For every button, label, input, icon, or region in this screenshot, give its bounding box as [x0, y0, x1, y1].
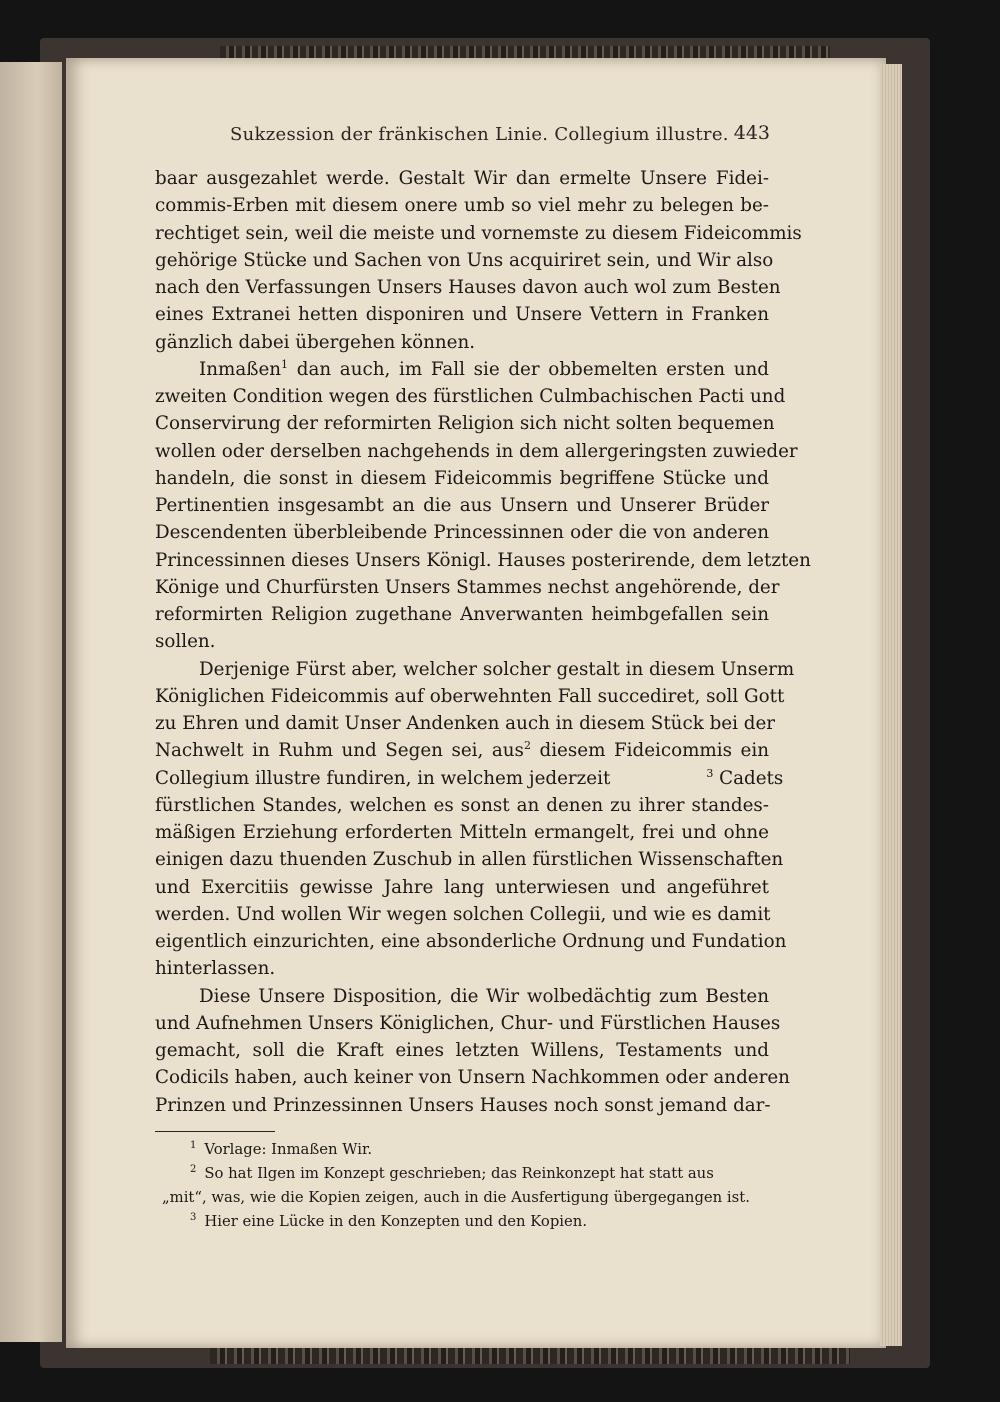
text-line: reformirten Religion zugethane Anverwanten heimbgefallen sein [155, 604, 769, 625]
text-line: sollen. [155, 631, 216, 653]
text-line: und Exercitiis gewisse Jahre lang unterwiesen und angeführet [155, 876, 769, 898]
line-start: Nachwelt in Ruhm und Segen sei, aus [155, 740, 524, 762]
text-line: eines Extranei hetten disponiren und Unsere Vettern in Franken [155, 304, 769, 326]
text-line: Pertinentien insgesambt an die aus Unsern und Unserer Brüder [155, 495, 769, 516]
text-line: eigentlich einzurichten, eine absonderliche Ordnung und Fundation [155, 931, 787, 952]
footnote-1 [190, 1138, 770, 1162]
text-line: einigen dazu thuenden Zuschub in allen fürstlichen Wissenschaften [155, 849, 784, 871]
page-block-edge [880, 64, 902, 1346]
text-line: Derjenige Fürst aber, welcher solcher gestalt in diesem Unserm [199, 658, 795, 680]
footnote-2 [190, 1162, 770, 1186]
running-head [230, 120, 770, 150]
footnote-ref-1: 1 [281, 357, 289, 371]
text-line: Descendenten überbleibende Princessinnen oder die von anderen [155, 522, 769, 544]
text-line: werden. Und wollen Wir wegen solchen Collegii, und wie es damit [155, 903, 771, 925]
footnote-mark: 2 [190, 1164, 197, 1175]
text-line: und Aufnehmen Unsers Königlichen, Chur- und Fürstlichen Hauses [155, 1012, 781, 1034]
footnote-text: Hier eine Lücke in den Konzepten und den Kopien. [204, 1213, 588, 1230]
text-line-with-ref [155, 737, 769, 764]
footnote-text: Vorlage: Inmaßen Wir. [204, 1141, 373, 1158]
text-line: Codicils haben, auch keiner von Unsern Nachkommen oder anderen [155, 1067, 790, 1089]
text-line: gehörige Stücke und Sachen von Uns acquiriret sein, und Wir also [155, 249, 774, 271]
word-inmassen: Inmaßen [199, 358, 282, 380]
text-line: wollen oder derselben nachgehends in dem allergeringsten zuwieder [155, 440, 798, 462]
text-line: handeln, die sonst in diesem Fideicommis begriffene Stücke und [155, 467, 769, 489]
text-line: rechtiget sein, weil die meiste und vornemste zu diesem Fideicommis [155, 222, 802, 244]
text-line: gemacht, soll die Kraft eines letzten Willens, Testaments und [155, 1040, 769, 1061]
text-line: hinterlassen. [155, 958, 276, 980]
text-line: commis-Erben mit diesem onere umb so viel mehr zu belegen be- [155, 195, 769, 217]
line-continuation: diesem Fideicommis ein [530, 740, 769, 762]
line-continuation: dan auch, im Fall sie der obbemelten ersten und [288, 358, 769, 380]
footnote-mark: 1 [190, 1140, 197, 1151]
text-line: Diese Unsere Disposition, die Wir wolbedächtig zum Besten [199, 985, 769, 1007]
page-number: 443 [733, 122, 770, 144]
footnotes [162, 1138, 770, 1234]
footnote-text: So hat Ilgen im Konzept geschrieben; das Reinkonzept hat statt aus [204, 1165, 714, 1182]
footnote-ref-2: 2 [523, 739, 531, 753]
text-line: mäßigen Erziehung erforderten Mitteln ermangelt, frei und ohne [155, 822, 769, 843]
line-start: Collegium illustre fundiren, in welchem jederzeit [155, 767, 611, 789]
text-line: Conservirung der reformirten Religion sich nicht solten bequemen [155, 413, 775, 435]
footnote-separator [155, 1131, 275, 1132]
text-line: Königlichen Fideicommis auf oberwehnten Fall succediret, soll Gott [155, 685, 785, 707]
footnote-2-continuation: „mit“, was, wie die Kopien zeigen, auch in die Ausfertigung übergegangen ist. [162, 1189, 750, 1206]
text-line: Princessinnen dieses Unsers Königl. Hauses posterirende, dem letzten [155, 549, 811, 571]
text-line: baar ausgezahlet werde. Gestalt Wir dan ermelte Unsere Fidei- [155, 168, 769, 189]
text-line: fürstlichen Standes, welchen es sonst an denen zu ihrer standes- [155, 794, 769, 816]
footnote-3 [190, 1210, 770, 1234]
text-line: zu Ehren und damit Unser Andenken auch in diesem Stück bei der [155, 713, 776, 734]
text-line: Prinzen und Prinzessinnen Unsers Hauses noch sonst jemand dar- [155, 1094, 771, 1116]
facing-page-edge [0, 62, 62, 1342]
body-text [155, 165, 811, 1119]
text-line: nach den Verfassungen Unsers Hauses davon auch wol zum Besten [155, 277, 781, 298]
text-line: gänzlich dabei übergehen können. [155, 331, 476, 353]
running-title: Sukzession der fränkischen Linie. Collegium illustre. [230, 124, 729, 145]
text-line: Könige und Churfürsten Unsers Stammes nechst angehörende, der [155, 576, 780, 598]
footnote-mark: 3 [190, 1212, 197, 1223]
footnote-ref-3: 3 [706, 766, 714, 780]
text-line-with-gap [155, 765, 784, 792]
paragraph-start-line [155, 356, 769, 383]
line-continuation: Cadets [719, 767, 784, 789]
text-line: zweiten Condition wegen des fürstlichen Culmbachischen Pacti und [155, 386, 786, 407]
